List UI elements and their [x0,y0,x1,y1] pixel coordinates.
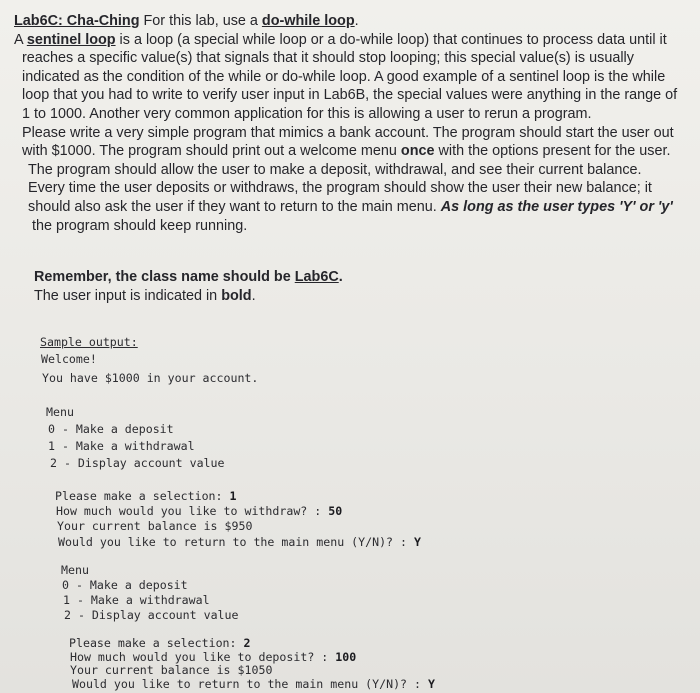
sentinel-loop-term: sentinel loop [26,31,116,48]
once-emphasis: once [400,143,435,160]
input-note [34,287,674,306]
instruction-text: should also ask the user if they want to return to the main menu. [28,198,441,215]
balance-line: Your current balance is $1050 [70,663,273,677]
menu-option-deposit: 0 - Make a deposit [62,578,188,592]
instruction-text: with the options present for the user. [434,143,671,160]
user-input: 100 [335,650,357,664]
menu-title: Menu [46,405,74,419]
instruction-line [14,31,698,50]
balance-line: Your current balance is $950 [57,519,253,533]
instruction-line [14,142,698,161]
start-balance-line: You have $1000 in your account. [42,371,259,385]
menu-option-display: 2 - Display account value [50,456,225,470]
instruction-text: . [354,13,359,29]
note-text: The user input is indicated in [34,288,222,304]
prompt-text: Please make a selection: [55,489,230,503]
lab-instructions [14,12,698,235]
user-input: 50 [328,504,343,518]
welcome-line: Welcome! [41,352,97,366]
prompt-text: How much would you like to withdraw? : [56,504,329,518]
instruction-line [14,198,698,217]
sample-heading [40,334,138,351]
instruction-line: loop that you had to write to verify user input in Lab6B, the special values were anything in the range of [22,87,678,104]
user-input: Y [427,677,435,691]
keep-running-emphasis: As long as the user types 'Y' or 'y' [440,198,673,215]
instruction-line: The program should allow the user to make a deposit, withdrawal, and see their current balance. [28,161,642,178]
menu-option-withdraw: 1 - Make a withdrawal [48,439,195,453]
lab-title: Lab6C: Cha-Ching [14,13,140,29]
remember-note [34,268,674,306]
menu-option-display: 2 - Display account value [64,608,239,622]
return-prompt [58,534,421,551]
user-input: Y [413,535,421,549]
prompt-text: Would you like to return to the main menu (Y/N)? : [72,677,428,691]
prompt-text: Would you like to return to the main menu (Y/N)? : [58,535,414,549]
class-name: Lab6C [294,269,339,285]
instruction-line: reaches a specific value(s) that signals that it should stop looping; this special value(s) is usually [22,50,634,67]
instruction-line: 1 to 1000. Another very common application for this is allowing a user to rerun a program. [22,105,592,122]
user-input: 1 [229,489,237,503]
bold-word: bold [221,288,252,304]
do-while-term: do-while loop [261,13,355,29]
class-name-note [34,268,674,287]
return-prompt [72,676,435,693]
instruction-text: A [14,31,27,48]
note-text: . [338,269,343,285]
instruction-line: the program should keep running. [32,217,248,234]
instruction-line: Every time the user deposits or withdraws, the program should show the user their new balance; it [28,180,652,197]
instruction-line [14,12,698,31]
user-input: 2 [243,636,251,650]
instruction-text: with $1000. The program should print out a welcome menu [22,143,401,160]
instruction-line: Please write a very simple program that mimics a bank account. The program should start the user out [22,124,674,141]
menu-option-deposit: 0 - Make a deposit [48,422,174,436]
prompt-text: How much would you like to deposit? : [70,650,336,664]
note-text: . [251,288,256,304]
instruction-text: For this lab, use a [139,13,262,29]
menu-title: Menu [61,563,89,577]
note-text: Remember, the class name should be [34,269,295,285]
prompt-text: Please make a selection: [69,636,244,650]
sample-heading-text: Sample output: [40,335,138,349]
menu-option-withdraw: 1 - Make a withdrawal [63,593,210,607]
instruction-text: is a loop (a special while loop or a do-while loop) that continues to process data until it [115,31,667,48]
instruction-line: indicated as the condition of the while or do-while loop. A good example of a sentinel loop is the while [22,68,666,85]
